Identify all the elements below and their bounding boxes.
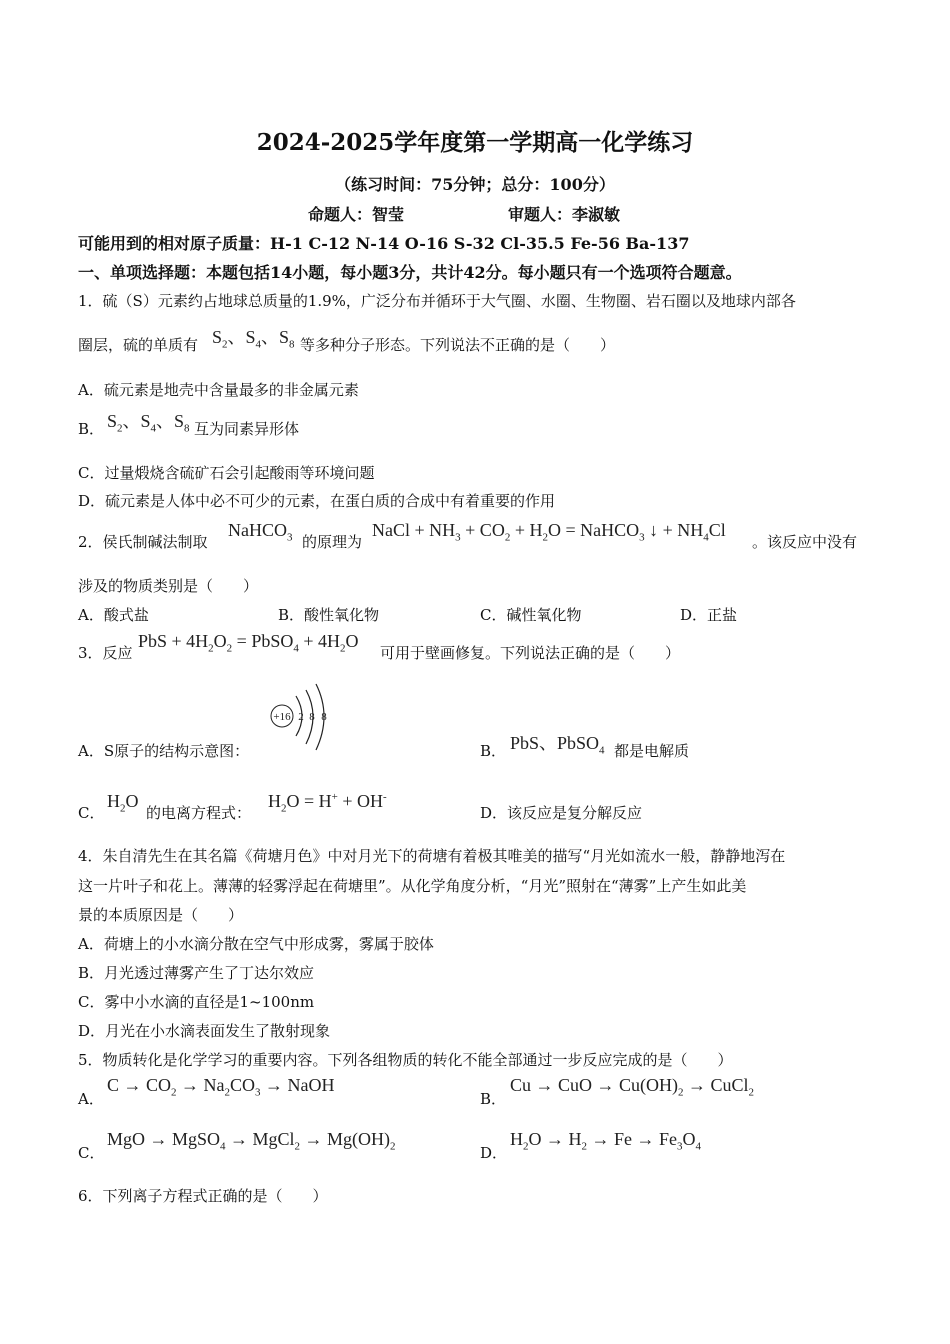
q5-option-b-label: B． xyxy=(480,1090,507,1108)
q6-stem: 6．下列离子方程式正确的是（ ） xyxy=(78,1187,328,1205)
q3-option-a: A．S原子的结构示意图： xyxy=(78,742,250,760)
q3-stem-a: 3．反应 xyxy=(78,644,133,662)
q4-stem-line2: 这一片叶子和花上。薄薄的轻雾浮起在荷塘里”。从化学角度分析，“月光”照射在“薄雾”上产生如此美 xyxy=(78,877,747,895)
q4-option-a: A．荷塘上的小水滴分散在空气中形成雾，雾属于胶体 xyxy=(78,935,434,953)
q5-option-a-label: A． xyxy=(78,1090,104,1108)
q3-ionization-equation: $H_2O = H^+ + OH^-$ xyxy=(268,791,387,815)
q2-product-formula: NaHCO$_3$ xyxy=(228,520,293,544)
q2-reaction-equation: NaCl + $NH_3 + CO_2 + H_2O$ = NaHCO$_3$ ↓ + $NH_4Cl$ xyxy=(372,520,726,544)
q1-stem-line2a: 圈层，硫的单质有 xyxy=(78,336,199,354)
q2-stem-c: 。该反应中没有 xyxy=(752,533,858,551)
q2-stem-line2: 涉及的物质类别是（ ） xyxy=(78,577,259,595)
shell-2-count: 8 xyxy=(309,711,315,723)
q3-stem-b: 可用于壁画修复。下列说法正确的是（ ） xyxy=(380,644,681,662)
q4-option-d: D．月光在小水滴表面发生了散射现象 xyxy=(78,1022,331,1040)
page-title: 2024-2025学年度第一学期高一化学练习 xyxy=(256,129,694,156)
q1-stem-line2b: 等多种分子形态。下列说法不正确的是（ ） xyxy=(300,336,616,354)
q5-option-d-label: D． xyxy=(480,1144,508,1162)
q4-stem-line1: 4．朱自清先生在其名篇《荷塘月色》中对月光下的荷塘有着极其唯美的描写“月光如流水一般，静静地泻在 xyxy=(78,847,786,865)
q1-option-b-label: B． xyxy=(78,420,105,438)
section-heading: 一、单项选择题：本题包括14小题，每小题3分，共计42分。每小题只有一个选项符合题意。 xyxy=(78,263,742,282)
shell-3-count: 8 xyxy=(321,711,327,723)
q2-option-d: D．正盐 xyxy=(680,606,738,624)
q3-option-c-label: C． xyxy=(78,804,105,822)
q3-option-b-text: 都是电解质 xyxy=(614,742,690,760)
setter: 命题人：智莹 xyxy=(308,205,405,224)
q3-option-b-label: B． xyxy=(480,742,507,760)
q5-stem: 5．物质转化是化学学习的重要内容。下列各组物质的转化不能全部通过一步反应完成的是（ ） xyxy=(78,1051,733,1069)
q1-stem-line1: 1．硫（S）元素约占地球总质量的1.9%，广泛分布并循环于大气圈、水圈、生物圈、岩石圈以及地球内部各 xyxy=(78,292,796,310)
q1-option-d: D．硫元素是人体中必不可少的元素，在蛋白质的合成中有着重要的作用 xyxy=(78,492,556,510)
q5-option-c-label: C． xyxy=(78,1144,105,1162)
q3-option-b-formula: PbS、PbSO$_4$ xyxy=(510,733,605,757)
q3-option-c-formula: $H_2O$ xyxy=(107,791,139,815)
q3-reaction-equation: PbS + $4H_2O_2$ = PbSO$_4$ + $4H_2O$ xyxy=(138,631,359,655)
q1-option-c: C．过量煅烧含硫矿石会引起酸雨等环境问题 xyxy=(78,464,375,482)
q1-sulfur-formulas: $S_2$、$S_4$、$S_8$ xyxy=(212,327,295,351)
nucleus-charge: +16 xyxy=(273,711,291,723)
exam-time: （练习时间：75分钟；总分：100分） xyxy=(335,175,615,194)
q4-option-b: B．月光透过薄雾产生了丁达尔效应 xyxy=(78,964,315,982)
q1-option-a: A．硫元素是地壳中含量最多的非金属元素 xyxy=(78,381,359,399)
q1-option-b-text: 互为同素异形体 xyxy=(194,420,300,438)
atomic-masses: 可能用到的相对原子质量：H-1 C-12 N-14 O-16 S-32 Cl-35.5 Fe-56 Ba-137 xyxy=(78,234,690,253)
shell-1-count: 2 xyxy=(298,711,304,723)
q2-option-a: A．酸式盐 xyxy=(78,606,149,624)
reviewer: 审题人：李淑敏 xyxy=(508,205,621,224)
q5-option-a-chain: $C \to CO_2 \to Na_2CO_3$ → NaOH xyxy=(107,1075,335,1099)
q4-option-c: C．雾中小水滴的直径是1~100nm xyxy=(78,993,315,1011)
q2-stem-a: 2．侯氏制碱法制取 xyxy=(78,533,208,551)
q4-stem-line3: 景的本质原因是（ ） xyxy=(78,906,244,924)
q2-stem-b: 的原理为 xyxy=(302,533,363,551)
q2-option-c: C．碱性氧化物 xyxy=(480,606,582,624)
sulfur-atom-diagram xyxy=(266,682,338,754)
q2-option-b: B．酸性氧化物 xyxy=(278,606,380,624)
q5-option-d-chain: $H_2O \to H_2 \to Fe \to Fe_3O_4$ xyxy=(510,1129,701,1153)
q3-option-c-text: 的电离方程式： xyxy=(146,804,252,822)
q5-option-b-chain: Cu → CuO → $Cu(OH)_2$ → CuCl$_2$ xyxy=(510,1075,755,1099)
q3-option-d: D．该反应是复分解反应 xyxy=(480,804,643,822)
q5-option-c-chain: MgO → MgSO$_4$ → MgCl$_2$ → $Mg(OH)_2$ xyxy=(107,1129,396,1153)
q1-option-b-formula: $S_2$、$S_4$、$S_8$ xyxy=(107,411,190,435)
